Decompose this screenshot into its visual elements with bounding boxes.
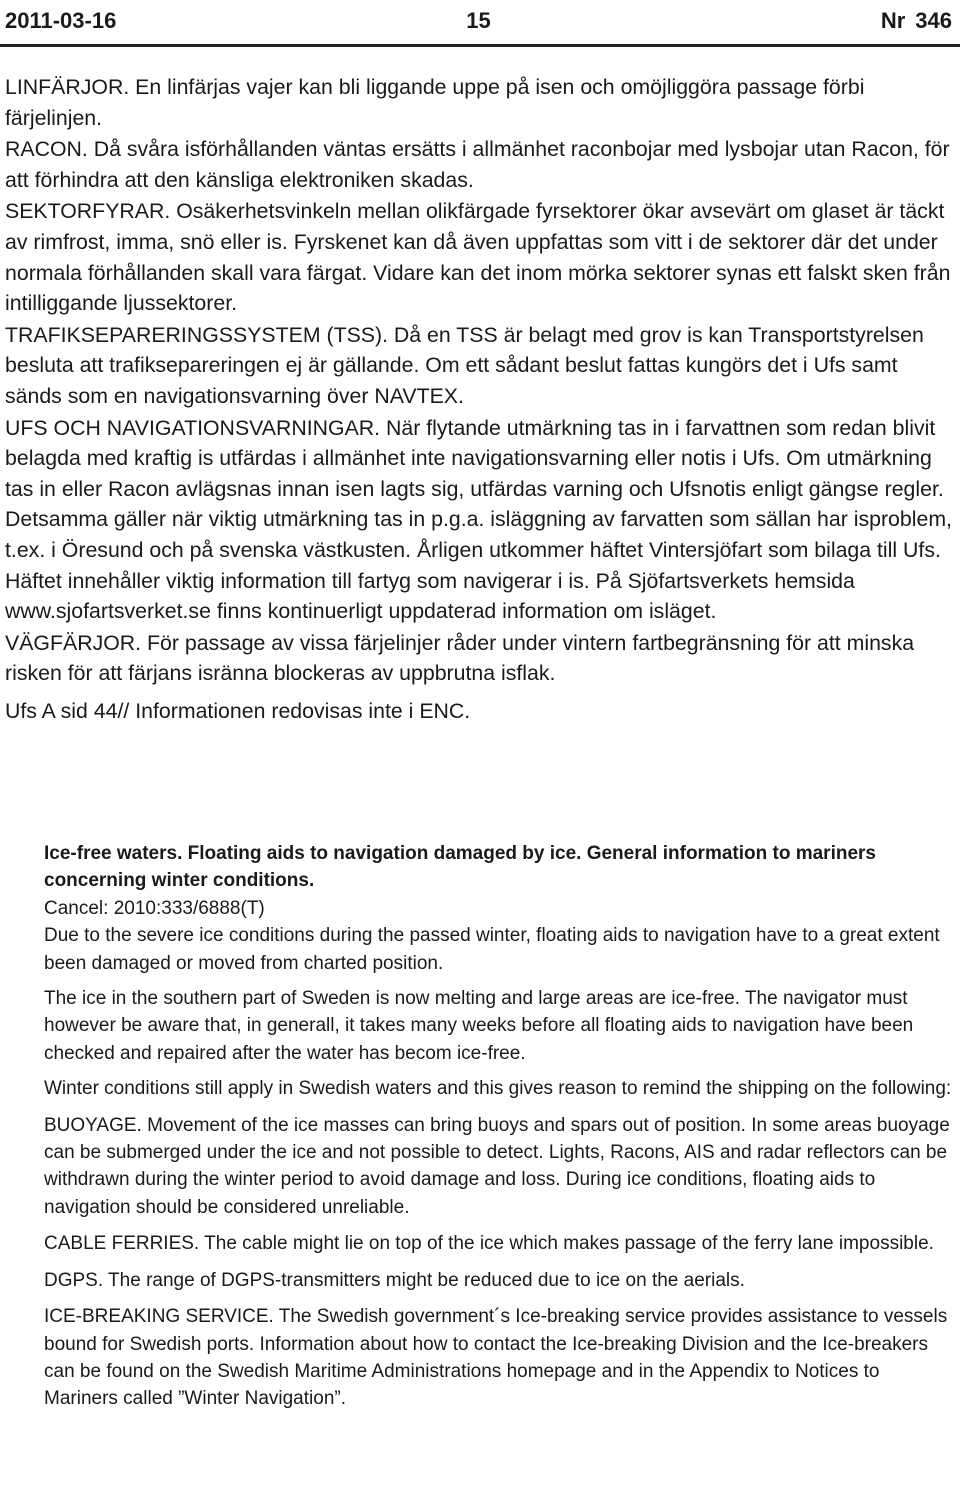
issue-date: 2011-03-16: [5, 8, 117, 33]
header-rule: [0, 44, 960, 47]
english-section: [44, 840, 954, 1413]
paragraph-ice-breaking: ICE-BREAKING SERVICE. The Swedish government´s Ice-breaking service provides assistance to vessels bound for Swedish ports. Information about how to contact the Ice-breaking Division and the Ice-breakers can be found on the Swedish Maritime Administrations homepage and in the Appendix to Notices to Mariners called ”Winter Navigation”.: [44, 1306, 948, 1410]
paragraph-racon: RACON. Då svåra isförhållanden väntas ersätts i allmänhet raconbojar med lysbojar utan Racon, för att förhindra att den känsliga elektroniken skadas.: [5, 137, 950, 192]
paragraph-ufs-navigationsvarningar: UFS OCH NAVIGATIONSVARNINGAR. När flytande utmärkning tas in i farvattnen som redan blivit belagda med kraftig is utfärdas i allmänhet inte navigationsvarning eller notis i Ufs. Om utmärkning tas in eller Racon avlägsnas innan isen lagts sig, utfärdas varning och Ufsnotis enligt gängse regler. Detsamma gäller när viktig utmärkning tas in p.g.a. isläggning av farvatten som sällan har isproblem, t.ex. i Öresund och på svenska västkusten. Årligen utkommer häftet Vintersjöfart som bilaga till Ufs. Häftet innehåller viktig information till fartyg som navigerar i is. På Sjöfartsverkets hemsida www.sjofartsverket.se finns kontinuerligt uppdaterad information om isläget.: [5, 415, 952, 624]
cancel-line: Cancel: 2010:333/6888(T): [44, 897, 265, 919]
swedish-section: [5, 72, 953, 726]
english-title: Ice-free waters. Floating aids to navigation damaged by ice. General information to mariners concerning winter conditions.: [44, 843, 876, 892]
page-header: [5, 4, 952, 38]
paragraph-cable-ferries: CABLE FERRIES. The cable might lie on top of the ice which makes passage of the ferry lane impossible.: [44, 1233, 934, 1255]
ufs-reference: Ufs A sid 44// Informationen redovisas inte i ENC.: [5, 698, 471, 723]
paragraph-severe-ice: Due to the severe ice conditions during the passed winter, floating aids to navigation have to a great extent been damaged or moved from charted position.: [44, 925, 940, 974]
issue-number: [881, 8, 952, 34]
paragraph-linfarjor: LINFÄRJOR. En linfärjas vajer kan bli liggande uppe på isen och omöjliggöra passage förbi färjelinjen.: [5, 75, 865, 130]
paragraph-buoyage: BUOYAGE. Movement of the ice masses can bring buoys and spars out of position. In some areas buoyage can be submerged under the ice and not possible to detect. Lights, Racons, AIS and radar reflectors can be withdrawn during the winter period to avoid damage and loss. During ice conditions, floating aids to navigation should be considered unreliable.: [44, 1114, 950, 1218]
paragraph-sektorfyrar: SEKTORFYRAR. Osäkerhetsvinkeln mellan olikfärgade fyrsektorer ökar avsevärt om glaset är täckt av rimfrost, imma, snö eller is. Fyrskenet kan då även uppfattas som vitt i de sektorer där det under normala förhållanden skall vara färgat. Vidare kan det inom mörka sektorer synas ett falskt sken från intilliggande ljussektorer.: [5, 199, 951, 316]
paragraph-dgps: DGPS. The range of DGPS-transmitters might be reduced due to ice on the aerials.: [44, 1269, 745, 1291]
paragraph-winter-conditions: Winter conditions still apply in Swedish waters and this gives reason to remind the shipping on the following:: [44, 1078, 952, 1100]
issue-value: 346: [915, 8, 952, 33]
issue-prefix: Nr: [880, 8, 906, 33]
page-number: 15: [466, 8, 491, 33]
paragraph-tss: TRAFIKSEPARERINGSSYSTEM (TSS). Då en TSS är belagt med grov is kan Transportstyrelsen besluta att trafiksepareringen ej är gällande. Om ett sådant beslut fattas kungörs det i Ufs samt sänds som en navigationsvarning över NAVTEX.: [5, 322, 924, 408]
paragraph-melting: The ice in the southern part of Sweden is now melting and large areas are ice-free. The navigator must however be aware that, in generall, it takes many weeks before all floating aids to navigation have been checked and repaired after the water has becom ice-free.: [44, 988, 914, 1064]
paragraph-vagfarjor: VÄGFÄRJOR. För passage av vissa färjelinjer råder under vintern fartbegränsning för att minska risken för att färjans isränna blockeras av uppbrutna isflak.: [5, 630, 915, 686]
